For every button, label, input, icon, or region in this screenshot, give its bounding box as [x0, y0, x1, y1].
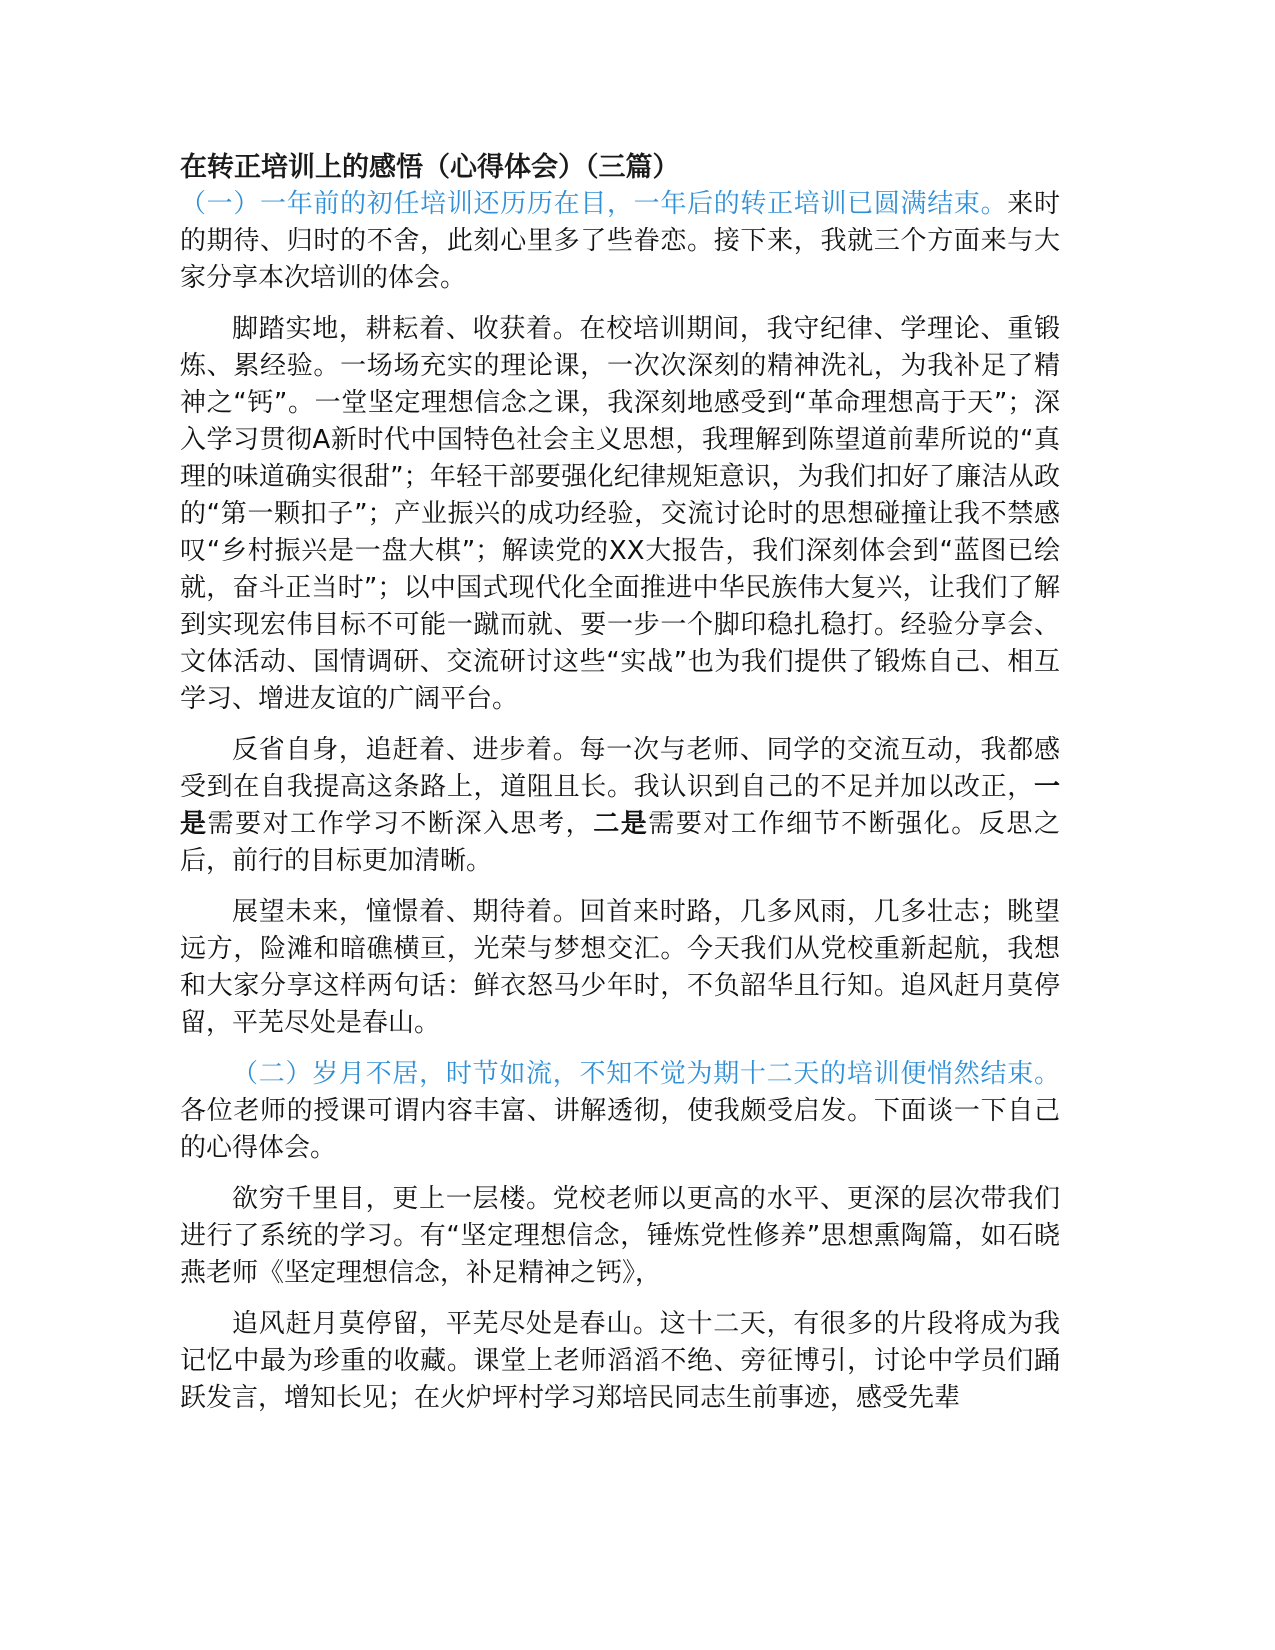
section1-paragraph-3: 展望未来，憧憬着、期待着。回首来时路，几多风雨，几多壮志；眺望远方，险滩和暗礁横亘，光荣与梦想交汇。今天我们从党校重新起航，我想和大家分享这样两句话：鲜衣怒马少年时，不负韶华且行知。追风赶月莫停留，平芜尽处是春山。: [180, 897, 1060, 1038]
document-title: 在转正培训上的感悟（心得体会）（三篇）: [180, 152, 680, 183]
emphasis-second: 二是: [593, 809, 649, 839]
section2-paragraph-2: 追风赶月莫停留，平芜尽处是春山。这十二天，有很多的片段将成为我记忆中最为珍重的收藏。课堂上老师滔滔不绝、旁征博引，讨论中学员们踊跃发言，增知长见；在火炉坪村学习郑培民同志生前事迹，感受先辈: [180, 1309, 1060, 1413]
paragraph-text: 需要对工作细节不断强化。反思之后，前行的目标更加清晰。: [180, 809, 1060, 876]
section1-paragraph-2: [180, 732, 1060, 880]
paragraph-text: 反省自身，追赶着、进步着。每一次与老师、同学的交流互动，我都感受到在自我提高这条路上，道阻且长。我认识到自己的不足并加以改正，: [180, 735, 1060, 802]
paragraph-text: 需要对工作学习不断深入思考，: [207, 809, 594, 839]
section2-intro-text: 各位老师的授课可谓内容丰富、讲解透彻，使我颇受启发。下面谈一下自己的心得体会。: [180, 1096, 1060, 1163]
section1-heading: （一）一年前的初任培训还历历在目，一年后的转正培训已圆满结束。: [180, 189, 1008, 219]
section1-paragraph-1: 脚踏实地，耕耘着、收获着。在校培训期间，我守纪律、学理论、重锻炼、累经验。一场场充实的理论课，一次次深刻的精神洗礼，为我补足了精神之“钙”。一堂坚定理想信念之课，我深刻地感受到“革命理想高于天”；深入学习贯彻A新时代中国特色社会主义思想，我理解到陈望道前辈所说的“真理的味道确实很甜”；年轻干部要强化纪律规矩意识，为我们扣好了廉洁从政的“第一颗扣子”；产业振兴的成功经验，交流讨论时的思想碰撞让我不禁感叹“乡村振兴是一盘大棋”；解读党的XX大报告，我们深刻体会到“蓝图已绘就，奋斗正当时”；以中国式现代化全面推进中华民族伟大复兴，让我们了解到实现宏伟目标不可能一蹴而就、要一步一个脚印稳扎稳打。经验分享会、文体活动、国情调研、交流研讨这些“实战”也为我们提供了锻炼自己、相互学习、增进友谊的广阔平台。: [180, 314, 1060, 714]
section2-intro: [180, 1056, 1060, 1167]
emphasis-first: 一是: [180, 772, 1060, 839]
section1-intro: [180, 186, 1060, 297]
document-page: [180, 150, 1060, 1431]
section2-heading: （二）岁月不居，时节如流，不知不觉为期十二天的培训便悄然结束。: [232, 1059, 1060, 1089]
section1-intro-text: 来时的期待、归时的不舍，此刻心里多了些眷恋。接下来，我就三个方面来与大家分享本次培训的体会。: [180, 189, 1060, 293]
section2-paragraph-1: 欲穷千里目，更上一层楼。党校老师以更高的水平、更深的层次带我们进行了系统的学习。有“坚定理想信念，锤炼党性修养”思想熏陶篇，如石晓燕老师《坚定理想信念，补足精神之钙》，: [180, 1184, 1060, 1288]
